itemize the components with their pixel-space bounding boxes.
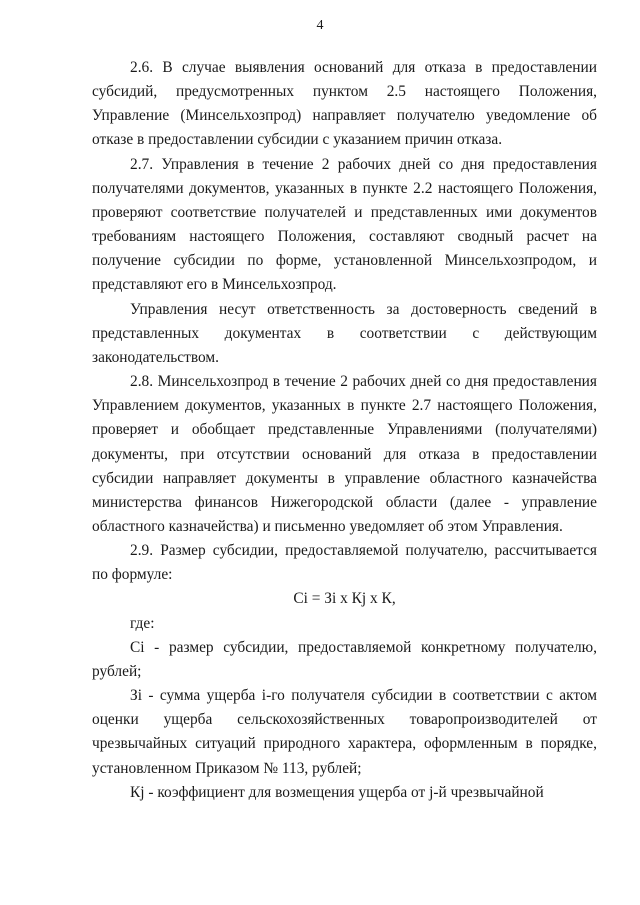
paragraph-responsibility: Управления несут ответственность за достоверность сведений в представленных документах в соответствии с действующим законодательством.	[92, 300, 597, 366]
paragraph-2-7: 2.7. Управления в течение 2 рабочих дней со дня предоставления получателями документов, указанных в пункте 2.2 настоящего Положения, проверяют соответствие получателей и представленных ими документов требованиям настоящего Положения, составляют сводный расчет на получение субсидии по форме, установленной Минсельхозпродом, и представляют его в Минсельхозпрод.	[92, 155, 597, 294]
where-label: где:	[130, 614, 155, 632]
paragraph-2-6: 2.6. В случае выявления оснований для отказа в предоставлении субсидий, предусмотренных пунктом 2.5 настоящего Положения, Управление (Минсельхозпрод) направляет получателю уведомление об отказе в предоставлении субсидии с указанием причин отказа.	[92, 59, 597, 149]
paragraph-2-8: 2.8. Минсельхозпрод в течение 2 рабочих дней со дня предоставления Управлением документов, указанных в пункте 2.7 настоящего Положения, проверяет и обобщает представленные Управлениями (получателями) документы, при отсутствии оснований для отказа в предоставлении субсидии направляет документы в управление областного казначейства министерства финансов Нижегородской области (далее - управление областного казначейства) и письменно уведомляет об этом Управления.	[92, 373, 597, 535]
subsidy-formula: Ci = Зi x Кj x К,	[293, 590, 396, 608]
definition-kj: Кj - коэффициент для возмещения ущерба от j-й чрезвычайной	[130, 783, 544, 801]
page-number: 4	[316, 18, 324, 33]
definition-ci: Ci - размер субсидии, предоставляемой конкретному получателю, рублей;	[92, 638, 597, 680]
paragraph-2-9: 2.9. Размер субсидии, предоставляемой получателю, рассчитывается по формуле:	[92, 542, 597, 584]
document-body	[92, 56, 597, 805]
definition-zi: Зi - сумма ущерба i-го получателя субсидии в соответствии с актом оценки ущерба сельскохозяйственных товаропроизводителей от чрезвычайных ситуаций природного характера, оформленным в порядке, установленном Приказом № 113, рублей;	[92, 687, 597, 777]
